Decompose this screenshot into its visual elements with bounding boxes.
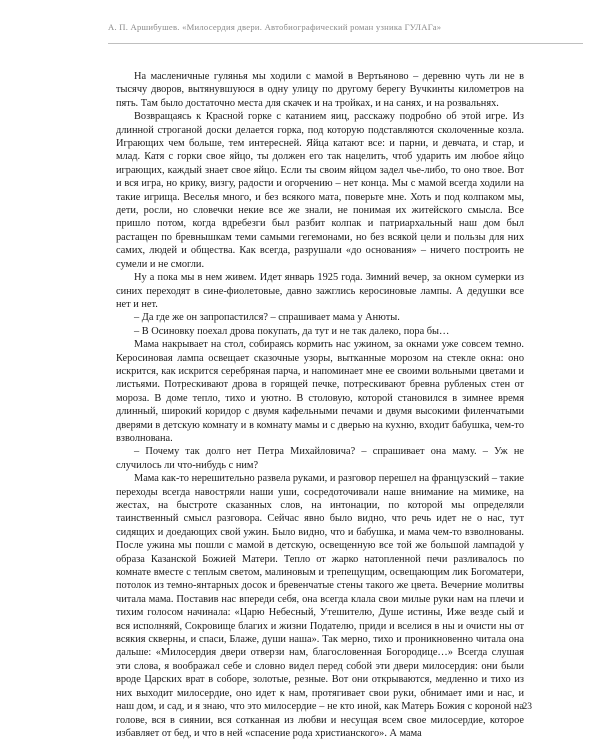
page-number: 23 bbox=[522, 702, 532, 712]
paragraph: На масленичные гулянья мы ходили с мамой в Вертьяново – деревню чуть ли не в тысячу дворов, вытянувшуюся в одну улицу по другому берегу Вучкинты километров на пять. Там было достаточно места для скачек и на тройках, и на санях, и на розвальнях. bbox=[116, 71, 524, 109]
running-header: А. П. Аршибушев. «Милосердия двери. Автобиографический роман узника ГУЛАГа» bbox=[108, 22, 442, 32]
paragraph: Мама накрывает на стол, собираясь кормить нас ужином, за окнами уже совсем темно. Керосиновая лампа освещает сказочные узоры, вытканные морозом на стекле окна: оно искрится, как искрится серебряная парча, и напоминает мне ее своими вольными цветами и листьями. Потрескивают дрова в горящей печке, потрескивают бревна рубленых стен от мороза. В доме тепло, тихо и уютно. В столовую, которой становился в зимнее время длинный, широкий коридор с двумя кафельными печами и двумя высокими филенчатыми дверями в детскую комнату и в комнату мамы и с дверью на кухню, входит бабушка, чем-то взволнована. bbox=[116, 339, 524, 444]
dialog-line: – Почему так долго нет Петра Михайловича? – спрашивает она маму. – Уж не случилось ли что-нибудь с ним? bbox=[116, 446, 524, 471]
body-text bbox=[116, 70, 524, 740]
paragraph: Мама как-то нерешительно развела руками, и разговор перешел на французский – такие переходы всегда навостряли наши уши, сосредоточивали наше внимание на мимике, на жестах, на быстроте сказанных слов, на интонации, по которой мы определяли таинственный смысл разговора. Сейчас явно было видно, что речь идет не о нас, тут сидящих и доедающих свой ужин. Было видно, что и бабушка, и мама чем-то взволнованы. После ужина мы пошли с мамой в детскую, освещенную все той же большой лампадой у образа Казанской Божией Матери. Тепло от жарко натопленной печи разливалось по комнате вместе с теплым светом, малиновым и трепещущим, освещающим лик Богоматери, потолок из темно-янтарных досок и бревенчатые стены такого же цвета. Вечерние молитвы читала мама. Поставив нас впереди себя, она всегда клала свои милые руки нам на плечи и тихим голосом начинала: «Царю Небесный, Утешителю, Душе истины, Иже везде сый и вся исполняяй, Сокровище благих и жизни Подателю, приди и вселися в ны и очисти ны от всякия скверны, и спаси, Блаже, души наша». Так мерно, тихо и проникновенно читала она дальше: «Милосердия двери отверзи нам, благословенная Богородице…» Всегда слушая эти слова, я воображал себе и словно видел перед собой эти двери милосердия: они были вроде Царских врат в соборе, золотые, резные. Вот они открываются, медленно и тихо из них выходит милосердие, оно идет к нам, протягивает свои руки, обнимает ими и нас, и наш дом, и сад, и я знаю, что это милосердие – не кто иной, как Матерь Божия с короной на голове, вся в сиянии, вся сотканная из любви и несущая всем свое милосердие, которое избавляет от бед, и что в ней «спасение рода христианского». А мама bbox=[116, 473, 524, 739]
dialog-line: – В Осиновку поехал дрова покупать, да тут и не так далеко, пора бы… bbox=[134, 325, 450, 337]
dialog-line: – Да где же он запропастился? – спрашивает мама у Анюты. bbox=[134, 312, 400, 324]
header-divider bbox=[108, 43, 583, 44]
paragraph: Ну а пока мы в нем живем. Идет январь 1925 года. Зимний вечер, за окном сумерки из синих переходят в сине-фиолетовые, давно зажглись керосиновые лампы. А дедушки все нет и нет. bbox=[116, 272, 524, 310]
paragraph: Возвращаясь к Красной горке с катанием яиц, расскажу подробно об этой игре. Из длинной строганой доски делается горка, под которую подставляются сколоченные козла. Играющих чем больше, тем интересней. Яйца катают все: и парни, и девчата, и стар, и млад. Катя с горки свое яйцо, ты должен его так нацелить, чтоб ударить им любое яйцо играющих, каждый знает свое яйцо. Если ты своим яйцом задел чье-либо, то оно твое. Вот и вся игра, но крику, визгу, радости и огорчению – нет конца. Мы с мамой всегда ходили на такие игрища. Веселья много, и без всякого мата, поверьте мне. Хоть и под колпаком мы, дети, росли, но словечки некие все же знали, не понимая их житейского смысла. Все пришло потом, когда вдребезги был разбит колпак и патриархальный наш дом был растащен по бревнышкам теми самыми гегемонами, но без всякой цели и пользы для них самих, людей и общества. Как всегда, разрушали «до основания» – ничего построить не сумели и не смогли. bbox=[116, 111, 524, 270]
